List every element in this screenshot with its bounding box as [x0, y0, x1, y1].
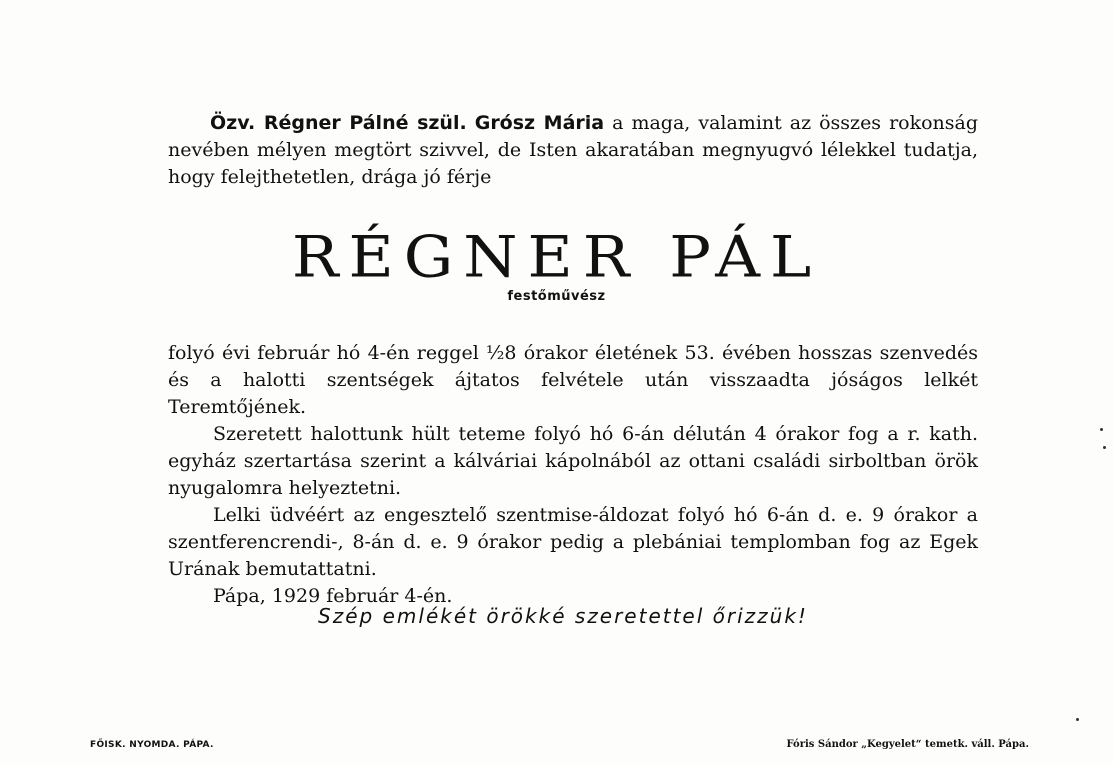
deceased-name: RÉGNER PÁL: [291, 222, 822, 291]
widow-name: Özv. Régner Pálné szül.: [210, 112, 467, 134]
farewell-line: Szép emlékét örökké szeretettel őrizzük!: [318, 604, 808, 628]
deceased-profession: festőművész: [507, 289, 606, 304]
mass-paragraph: Lelki üdvéért az engesztelő szentmise-áldozat folyó hó 6-án d. e. 9 órakor a szentferencrendi-, 8-án d. e. 9 órakor pedig a plebániai templomban fog az Egek Urának bemutattatni.: [168, 504, 978, 580]
announcement-body: [168, 340, 978, 610]
paper-speck: [1076, 718, 1079, 721]
undertaker-credit: Fóris Sándor „Kegyelet“ temetk. váll. Pápa.: [786, 739, 1029, 750]
printer-credit: FŐISK. NYOMDA. PÁPA.: [90, 740, 214, 750]
intro-paragraph: [168, 110, 978, 191]
paper-speck: [1100, 428, 1103, 431]
maiden-name: Grósz Mária: [474, 112, 605, 134]
death-paragraph: folyó évi február hó 4-én reggel ½8 órakor életének 53. évében hosszas szenvedés és a halotti szentségek ájtatos felvétele után visszaadta jóságos lelkét Teremtőjének.: [168, 342, 978, 418]
intro-text: a maga, valamint az összes rokonság nevében mélyen megtört szivvel, de Isten akaratában megnyugvó lélekkel tudatja, hogy felejthetetlen, drága jó férje: [168, 112, 979, 188]
paper-speck: [1103, 446, 1106, 449]
funeral-paragraph: Szeretett halottunk hült teteme folyó hó 6-án délután 4 órakor fog a r. kath. egyház szertartása szerint a kálváriai kápolnából az ottani családi sirboltban örök nyugalomra helyeztetni.: [168, 423, 978, 499]
place-date: Pápa, 1929 február 4-én.: [213, 585, 453, 607]
